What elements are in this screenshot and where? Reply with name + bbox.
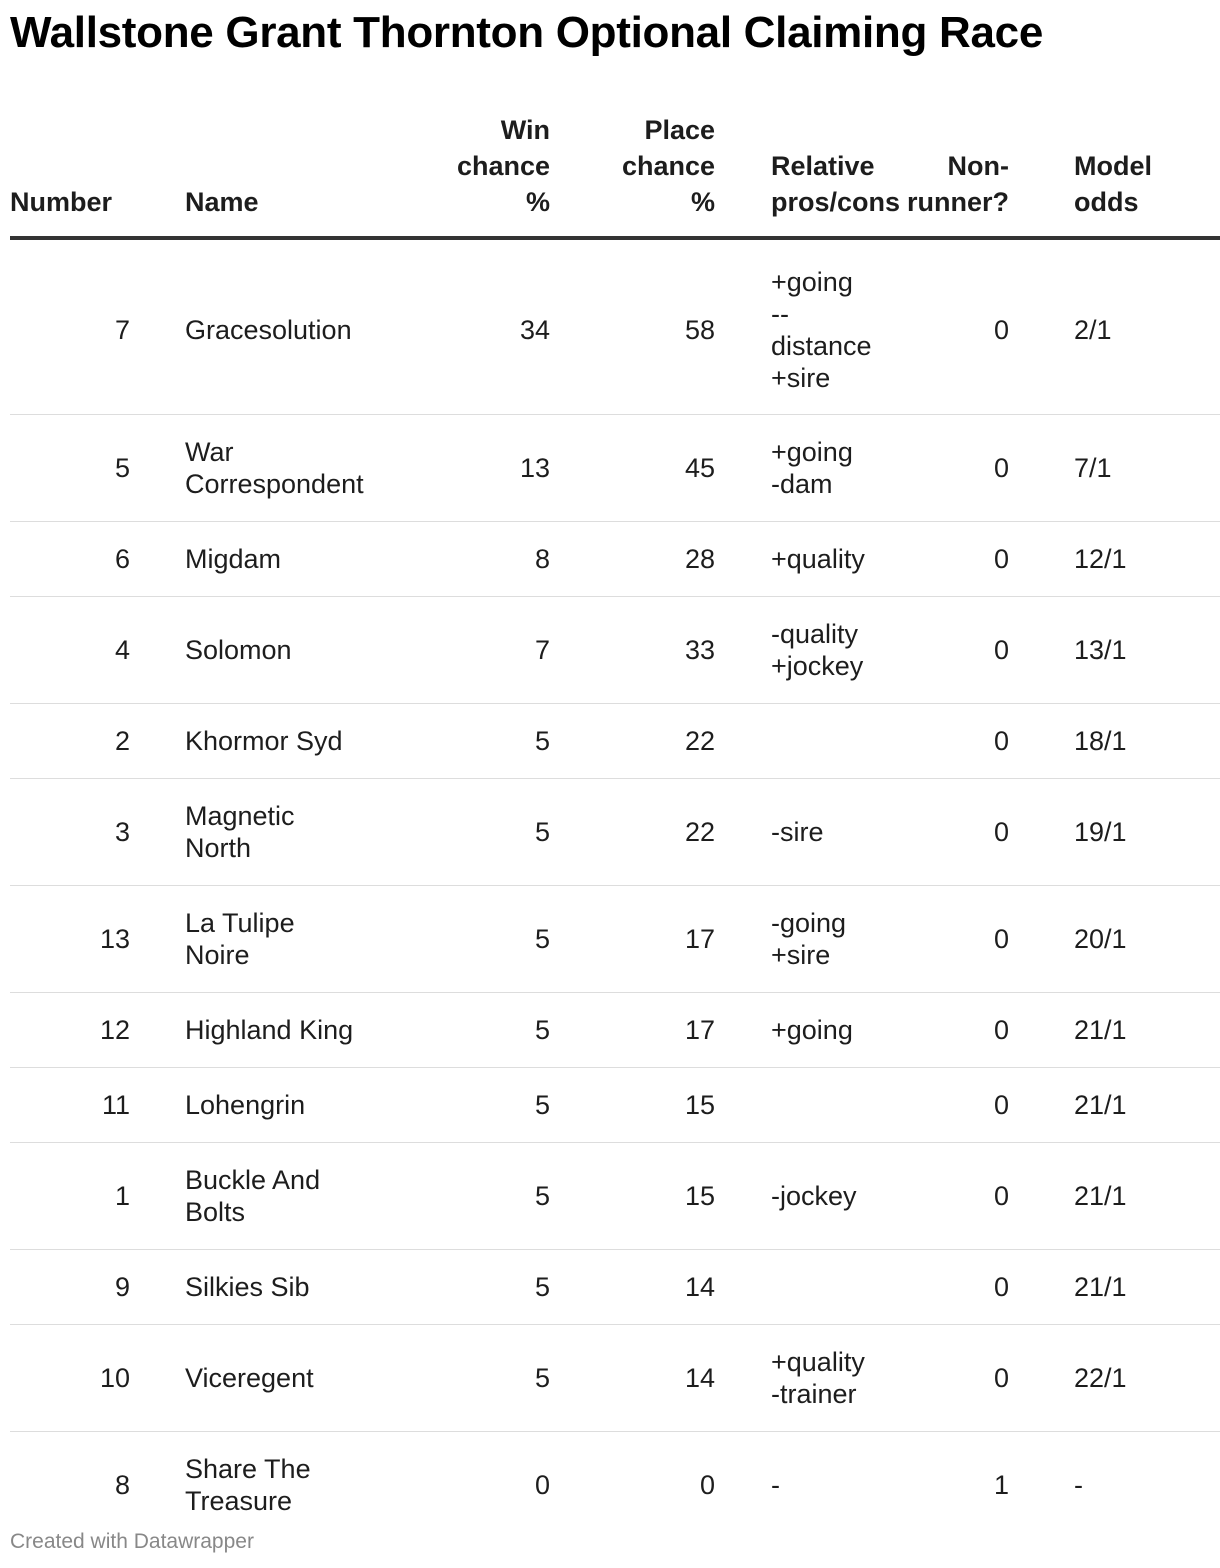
table-row bbox=[10, 993, 1220, 1068]
cell-place-chance: 33 bbox=[550, 597, 715, 704]
table-row bbox=[10, 779, 1220, 886]
cell-model-odds: 22/1 bbox=[1055, 1325, 1220, 1432]
cell-nonrunner: 0 bbox=[880, 886, 1055, 993]
cell-relative: -jockey bbox=[715, 1143, 880, 1250]
table-header bbox=[10, 112, 1220, 238]
cell-name: Highland King bbox=[185, 993, 395, 1068]
cell-model-odds: 2/1 bbox=[1055, 238, 1220, 415]
cell-relative bbox=[715, 704, 880, 779]
race-table-container bbox=[10, 112, 1220, 1538]
cell-place-chance: 15 bbox=[550, 1068, 715, 1143]
cell-name: Magnetic North bbox=[185, 779, 395, 886]
table-row bbox=[10, 886, 1220, 993]
cell-name: War Correspondent bbox=[185, 415, 395, 522]
cell-relative: -quality +jockey bbox=[715, 597, 880, 704]
cell-place-chance: 45 bbox=[550, 415, 715, 522]
cell-model-odds: - bbox=[1074, 1470, 1083, 1500]
cell-win-chance: 5 bbox=[395, 1143, 550, 1250]
cell-relative: +quality -trainer bbox=[715, 1325, 880, 1432]
table-row bbox=[10, 1432, 1220, 1539]
cell-win-chance: 8 bbox=[395, 522, 550, 597]
cell-model-odds: 13/1 bbox=[1055, 597, 1220, 704]
cell-place-chance: 22 bbox=[550, 704, 715, 779]
cell-number: 9 bbox=[10, 1250, 185, 1325]
cell-win-chance: 5 bbox=[395, 886, 550, 993]
table-row bbox=[10, 522, 1220, 597]
cell-number: 6 bbox=[10, 522, 185, 597]
cell-win-chance: 5 bbox=[395, 1325, 550, 1432]
cell-name: Gracesolution bbox=[185, 238, 395, 415]
cell-relative: -going +sire bbox=[715, 886, 880, 993]
cell-nonrunner: 0 bbox=[880, 597, 1055, 704]
cell-place-chance: 17 bbox=[550, 993, 715, 1068]
table-row bbox=[10, 415, 1220, 522]
cell-nonrunner: 0 bbox=[880, 1143, 1055, 1250]
header-number[interactable]: Number bbox=[10, 112, 185, 238]
cell-nonrunner: 0 bbox=[880, 238, 1055, 415]
cell-nonrunner: 0 bbox=[880, 779, 1055, 886]
cell-number: 7 bbox=[10, 238, 185, 415]
header-name[interactable]: Name bbox=[185, 112, 395, 238]
cell-relative bbox=[715, 1250, 880, 1325]
header-place-chance-label: Place chance % bbox=[621, 115, 715, 217]
header-model-odds-label: Model odds bbox=[1074, 151, 1152, 217]
cell-win-chance: 34 bbox=[395, 238, 550, 415]
header-nonrunner[interactable] bbox=[880, 112, 1055, 238]
cell-name: Buckle And Bolts bbox=[185, 1143, 395, 1250]
cell-win-chance: 5 bbox=[395, 704, 550, 779]
cell-nonrunner: 0 bbox=[880, 1068, 1055, 1143]
cell-place-chance: 14 bbox=[550, 1250, 715, 1325]
header-place-chance[interactable] bbox=[550, 112, 715, 238]
cell-win-chance: 7 bbox=[395, 597, 550, 704]
table-row bbox=[10, 1068, 1220, 1143]
cell-relative bbox=[715, 1068, 880, 1143]
cell-place-chance: 58 bbox=[550, 238, 715, 415]
race-table bbox=[10, 112, 1220, 1538]
cell-name: Solomon bbox=[185, 597, 395, 704]
cell-win-chance: 5 bbox=[395, 1250, 550, 1325]
cell-number: 4 bbox=[10, 597, 185, 704]
cell-nonrunner: 0 bbox=[880, 415, 1055, 522]
cell-place-chance: 14 bbox=[550, 1325, 715, 1432]
cell-nonrunner: 0 bbox=[880, 993, 1055, 1068]
cell-number: 11 bbox=[10, 1068, 185, 1143]
cell-relative: +quality bbox=[715, 522, 880, 597]
cell-win-chance: 5 bbox=[395, 993, 550, 1068]
cell-number: 8 bbox=[114, 1470, 130, 1500]
table-body bbox=[10, 238, 1220, 1538]
cell-nonrunner: 0 bbox=[880, 522, 1055, 597]
table-row bbox=[10, 1325, 1220, 1432]
cell-place-chance: 15 bbox=[550, 1143, 715, 1250]
cell-relative: +going bbox=[715, 993, 880, 1068]
cell-place-chance: 17 bbox=[550, 886, 715, 993]
header-model-odds[interactable] bbox=[1055, 112, 1220, 238]
cell-relative: +going -dam bbox=[715, 415, 880, 522]
header-row bbox=[10, 112, 1220, 238]
cell-nonrunner: 1 bbox=[993, 1470, 1009, 1500]
cell-number: 5 bbox=[10, 415, 185, 522]
cell-win-chance: 5 bbox=[395, 779, 550, 886]
cell-model-odds: 20/1 bbox=[1055, 886, 1220, 993]
table-row bbox=[10, 1143, 1220, 1250]
cell-model-odds: 19/1 bbox=[1055, 779, 1220, 886]
cell-place-chance: 0 bbox=[699, 1470, 715, 1500]
cell-model-odds: 21/1 bbox=[1055, 1250, 1220, 1325]
cell-name: Khormor Syd bbox=[185, 704, 395, 779]
cell-name: Lohengrin bbox=[185, 1068, 395, 1143]
cell-model-odds: 12/1 bbox=[1055, 522, 1220, 597]
cell-model-odds: 7/1 bbox=[1055, 415, 1220, 522]
cell-relative: -sire bbox=[715, 779, 880, 886]
header-relative-label: Relative pros/cons bbox=[771, 151, 901, 217]
cell-number: 1 bbox=[10, 1143, 185, 1250]
cell-name: La Tulipe Noire bbox=[185, 886, 395, 993]
cell-name: Silkies Sib bbox=[185, 1250, 395, 1325]
table-row bbox=[10, 704, 1220, 779]
cell-nonrunner: 0 bbox=[880, 1250, 1055, 1325]
cell-nonrunner: 0 bbox=[880, 1325, 1055, 1432]
table-row bbox=[10, 1250, 1220, 1325]
table-row bbox=[10, 597, 1220, 704]
cell-place-chance: 28 bbox=[550, 522, 715, 597]
cell-name: Migdam bbox=[185, 522, 395, 597]
cell-number: 10 bbox=[10, 1325, 185, 1432]
cell-name: Share The Treasure bbox=[185, 1454, 311, 1516]
cell-win-chance: 0 bbox=[534, 1470, 550, 1500]
cell-model-odds: 21/1 bbox=[1055, 993, 1220, 1068]
cell-nonrunner: 0 bbox=[880, 704, 1055, 779]
cell-number: 2 bbox=[10, 704, 185, 779]
header-relative[interactable] bbox=[715, 112, 901, 238]
cell-relative: - bbox=[771, 1470, 780, 1500]
header-nonrunner-label: Non- runner? bbox=[906, 151, 1009, 217]
header-win-chance-label: Win chance % bbox=[456, 115, 550, 217]
table-row bbox=[10, 238, 1220, 415]
header-win-chance[interactable] bbox=[395, 112, 550, 238]
cell-number: 3 bbox=[10, 779, 185, 886]
cell-name: Viceregent bbox=[185, 1325, 395, 1432]
page-title: Wallstone Grant Thornton Optional Claiming Race bbox=[10, 8, 1043, 57]
cell-place-chance: 22 bbox=[550, 779, 715, 886]
cell-win-chance: 13 bbox=[395, 415, 550, 522]
cell-model-odds: 21/1 bbox=[1055, 1143, 1220, 1250]
cell-model-odds: 18/1 bbox=[1055, 704, 1220, 779]
cell-number: 12 bbox=[10, 993, 185, 1068]
cell-win-chance: 5 bbox=[395, 1068, 550, 1143]
cell-relative: +going --distance +sire bbox=[715, 238, 880, 415]
cell-model-odds: 21/1 bbox=[1055, 1068, 1220, 1143]
datawrapper-credit[interactable]: Created with Datawrapper bbox=[10, 1530, 254, 1553]
cell-number: 13 bbox=[10, 886, 185, 993]
